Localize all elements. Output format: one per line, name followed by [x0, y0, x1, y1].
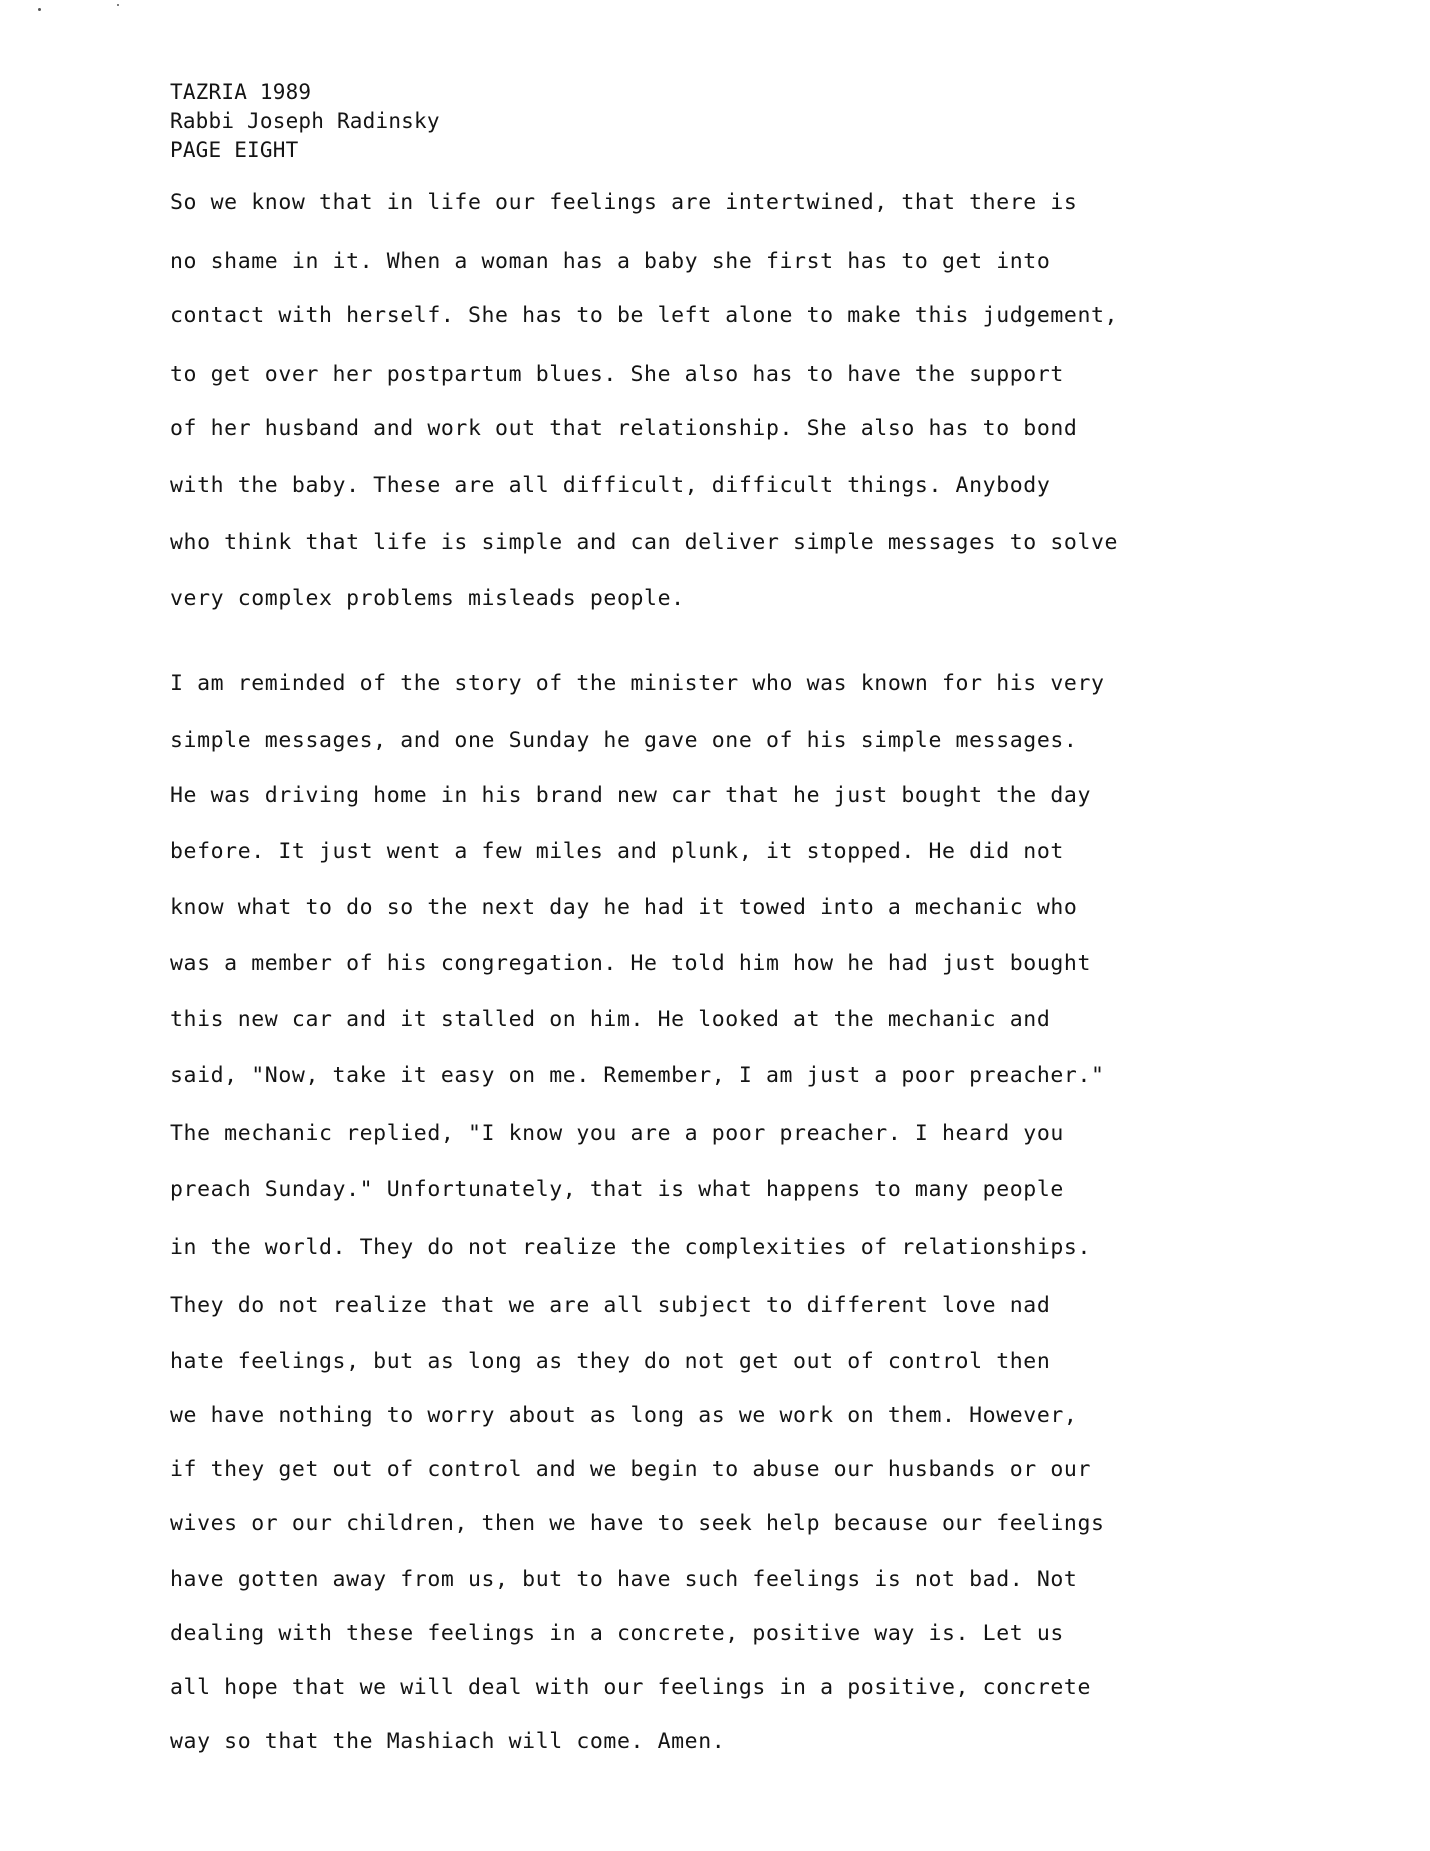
text-line: who think that life is simple and can deliver simple messages to solve — [170, 530, 1119, 555]
text-line: way so that the Mashiach will come. Amen. — [170, 1729, 726, 1754]
text-line: wives or our children, then we have to seek help because our feelings — [170, 1511, 1105, 1536]
text-line: we have nothing to worry about as long as we work on them. However, — [170, 1403, 1078, 1428]
text-line: hate feelings, but as long as they do not get out of control then — [170, 1349, 1051, 1374]
text-line: this new car and it stalled on him. He looked at the mechanic and — [170, 1007, 1051, 1032]
header-page-label: PAGE EIGHT — [170, 138, 299, 162]
text-line: I am reminded of the story of the minister who was known for his very — [170, 671, 1105, 696]
text-line: contact with herself. She has to be left alone to make this judgement, — [170, 303, 1119, 328]
text-line: have gotten away from us, but to have such feelings is not bad. Not — [170, 1567, 1078, 1592]
text-line: with the baby. These are all difficult, difficult things. Anybody — [170, 473, 1051, 498]
text-line: So we know that in life our feelings are intertwined, that there is — [170, 190, 1078, 215]
text-line: all hope that we will deal with our feelings in a positive, concrete — [170, 1675, 1091, 1700]
text-line: He was driving home in his brand new car that he just bought the day — [170, 783, 1091, 808]
text-line: The mechanic replied, "I know you are a poor preacher. I heard you — [170, 1121, 1064, 1146]
text-line: no shame in it. When a woman has a baby she first has to get into — [170, 249, 1051, 274]
scan-speck — [117, 4, 119, 6]
text-line: simple messages, and one Sunday he gave one of his simple messages. — [170, 728, 1078, 753]
text-line: before. It just went a few miles and plunk, it stopped. He did not — [170, 839, 1064, 864]
scan-speck — [38, 8, 41, 11]
document-header — [170, 78, 440, 165]
text-line: was a member of his congregation. He told him how he had just bought — [170, 951, 1091, 976]
text-line: said, "Now, take it easy on me. Remember, I am just a poor preacher." — [170, 1063, 1105, 1088]
text-line: very complex problems misleads people. — [170, 586, 685, 611]
header-author: Rabbi Joseph Radinsky — [170, 109, 440, 133]
text-line: to get over her postpartum blues. She also has to have the support — [170, 362, 1064, 387]
text-line: in the world. They do not realize the complexities of relationships. — [170, 1235, 1091, 1260]
text-line: of her husband and work out that relationship. She also has to bond — [170, 416, 1078, 441]
text-line: dealing with these feelings in a concrete, positive way is. Let us — [170, 1621, 1064, 1646]
text-line: They do not realize that we are all subject to different love nad — [170, 1293, 1051, 1318]
header-title: TAZRIA 1989 — [170, 80, 312, 104]
text-line: preach Sunday." Unfortunately, that is what happens to many people — [170, 1177, 1064, 1202]
text-line: if they get out of control and we begin to abuse our husbands or our — [170, 1457, 1091, 1482]
text-line: know what to do so the next day he had it towed into a mechanic who — [170, 895, 1078, 920]
